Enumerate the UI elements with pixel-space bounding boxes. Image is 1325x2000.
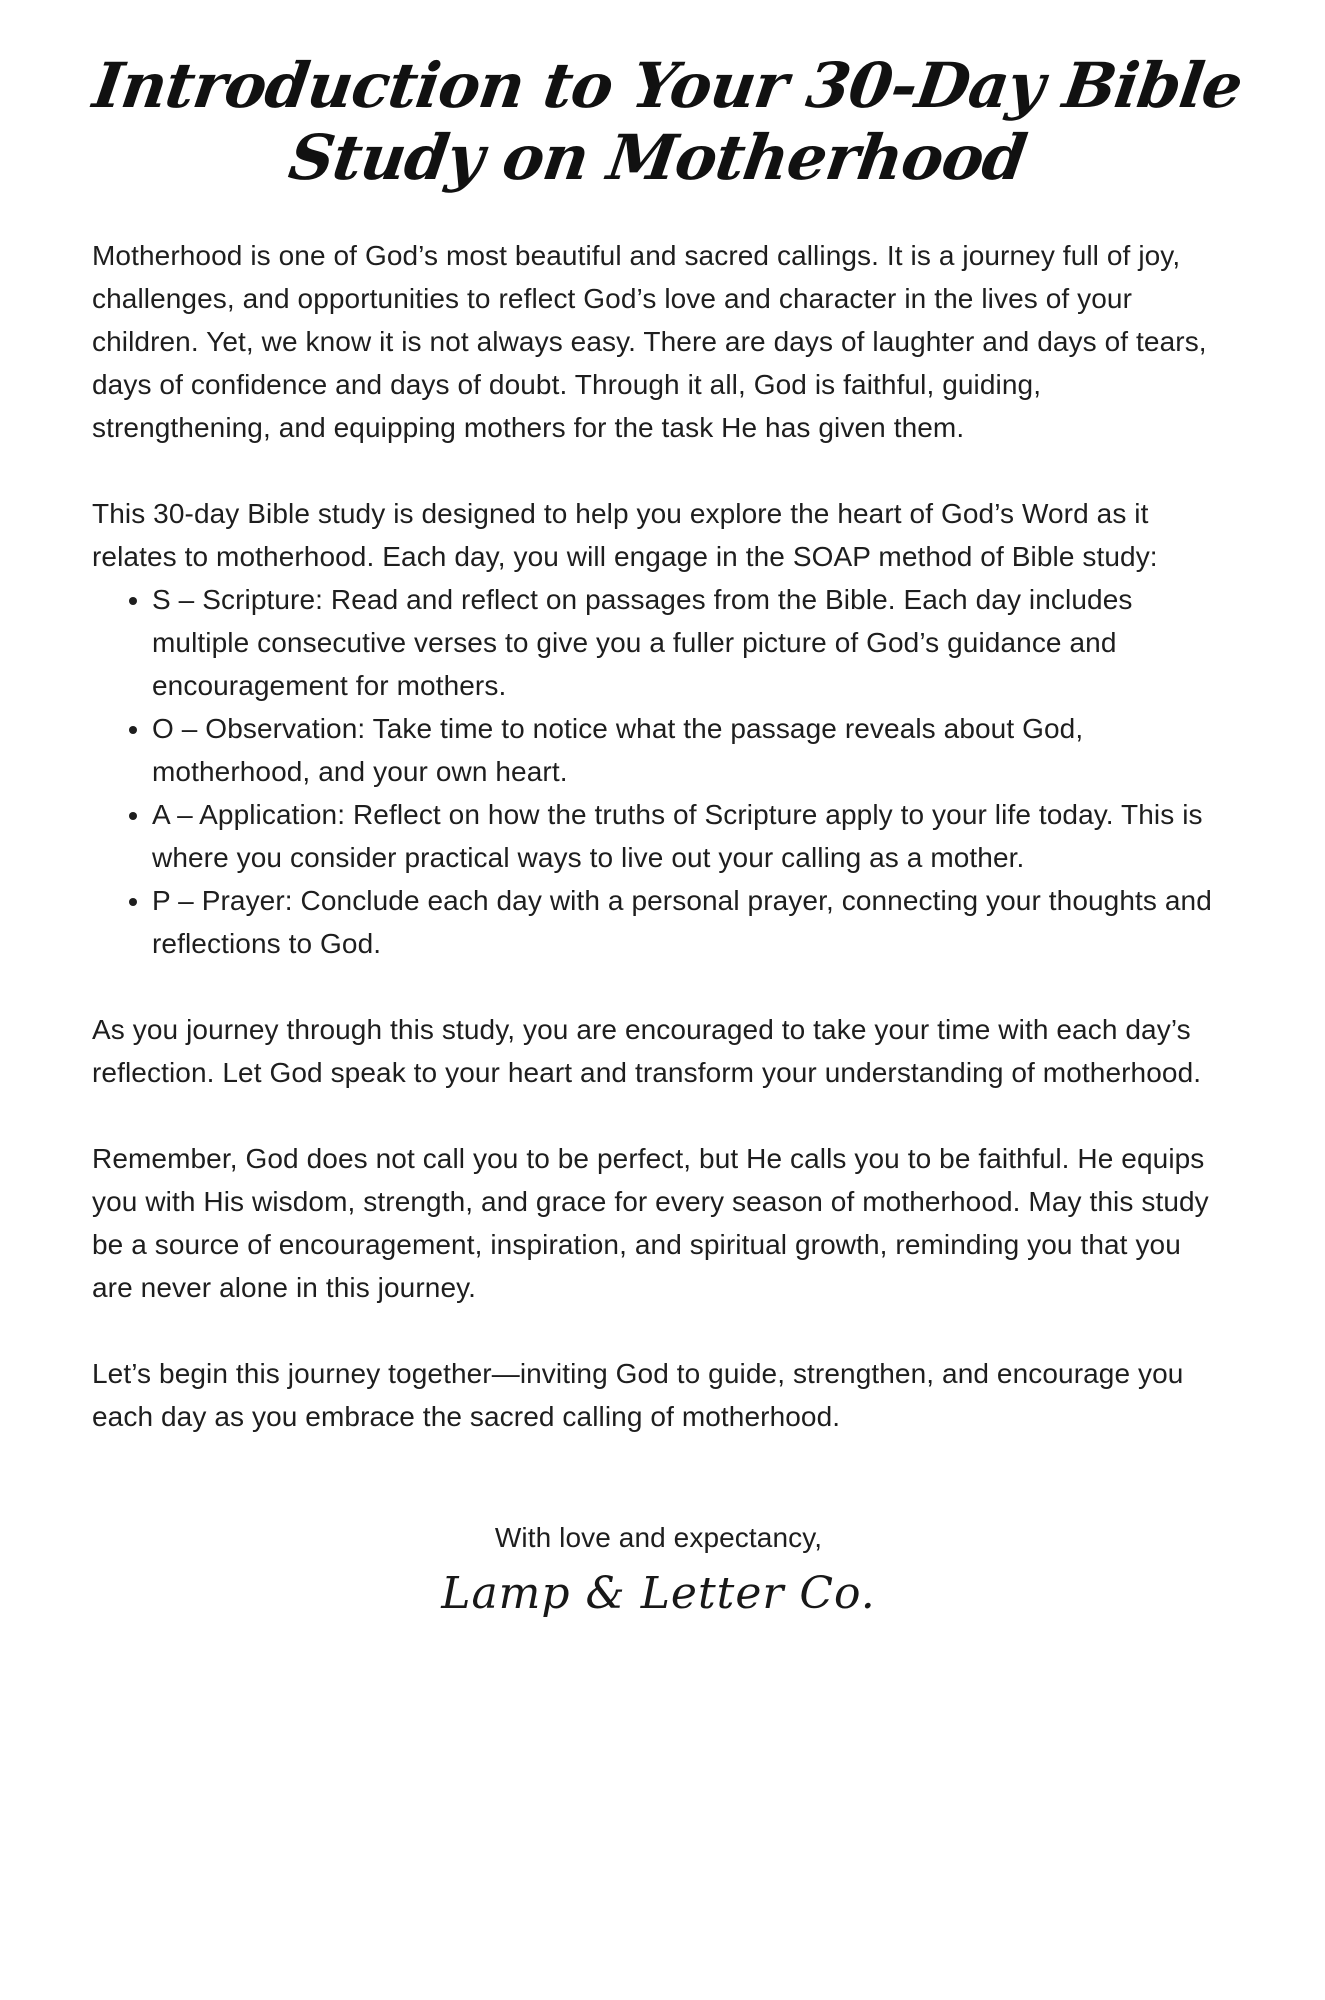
signature-lamp-and-letter-co: Lamp & Letter Co. [441, 1568, 876, 1619]
page-title [30, 50, 1295, 194]
soap-item-prayer: • P – Prayer: Conclude each day with a personal prayer, connecting your thoughts and reflections to God. [152, 879, 1225, 965]
page-title-line-2: Study on Motherhood [284, 121, 1031, 194]
paragraph-method-intro: This 30-day Bible study is designed to help you explore the heart of God’s Word as it relates to motherhood. Each day, you will engage in the SOAP method of Bible study: [92, 498, 1158, 572]
soap-method-list [92, 578, 1225, 965]
document-body [92, 234, 1225, 1622]
soap-item-application: • A – Application: Reflect on how the truths of Scripture apply to your life today. This is where you consider practical ways to live out your calling as a mother. [152, 793, 1225, 879]
paragraph-opening: Motherhood is one of God’s most beautiful and sacred callings. It is a journey full of joy, challenges, and opportunities to reflect God’s love and character in the lives of your children. Yet, we know it is not always easy. There are days of laughter and days of tears, days of confidence and days of doubt. Through it all, God is faithful, guiding, strengthening, and equipping mothers for the task He has given them. [92, 240, 1207, 443]
soap-item-observation: • O – Observation: Take time to notice what the passage reveals about God, motherhood, and your own heart. [152, 707, 1225, 793]
page-title-line-1: Introduction to Your 30-Day Bible [88, 49, 1247, 122]
valediction: With love and expectancy, [494, 1522, 823, 1553]
soap-item-scripture: • S – Scripture: Read and reflect on passages from the Bible. Each day includes multiple consecutive verses to give you a fuller picture of God’s guidance and encouragement for mothers. [152, 578, 1225, 707]
paragraph-remember: Remember, God does not call you to be perfect, but He calls you to be faithful. He equips you with His wisdom, strength, and grace for every season of motherhood. May this study be a source of encouragement, inspiration, and spiritual growth, reminding you that you are never alone in this journey. [92, 1143, 1209, 1303]
paragraph-journey: As you journey through this study, you are encouraged to take your time with each day’s reflection. Let God speak to your heart and transform your understanding of motherhood. [92, 1014, 1202, 1088]
paragraph-begin: Let’s begin this journey together—inviting God to guide, strengthen, and encourage you each day as you embrace the sacred calling of motherhood. [92, 1358, 1184, 1432]
closing-block [92, 1518, 1225, 1622]
